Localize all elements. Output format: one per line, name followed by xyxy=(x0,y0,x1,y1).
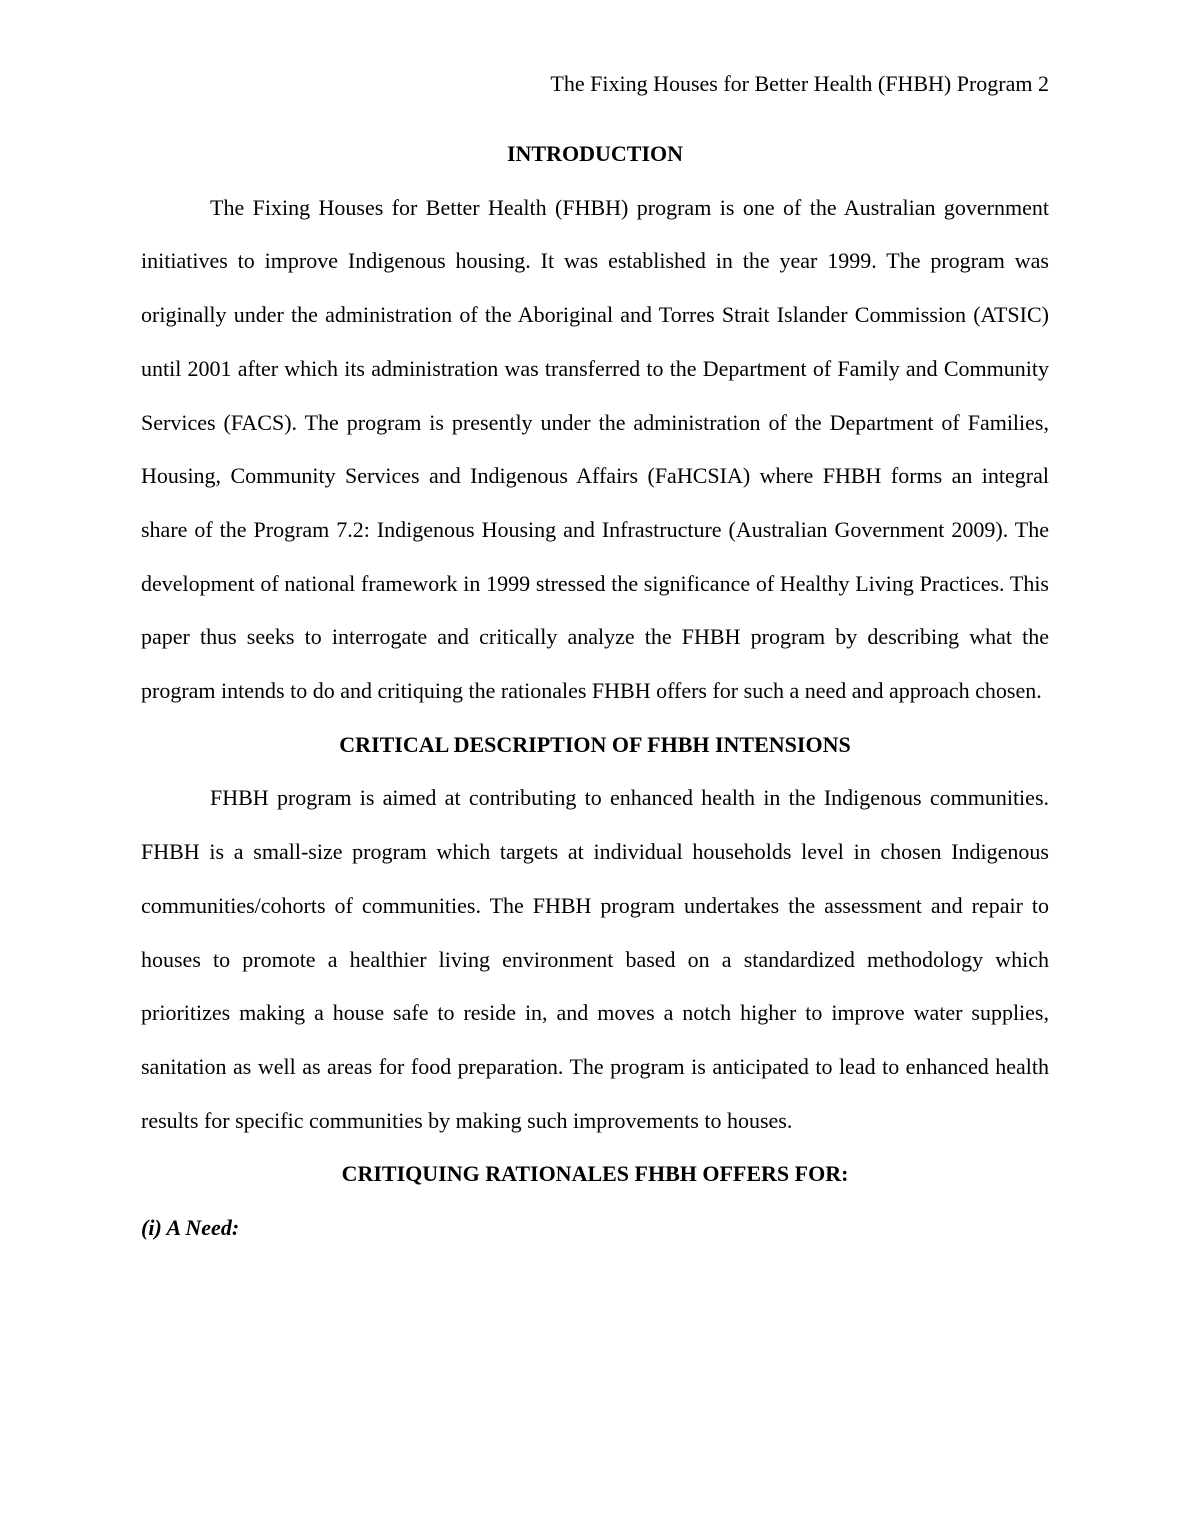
document-body xyxy=(141,127,1049,1255)
introduction-paragraph: The Fixing Houses for Better Health (FHBH) program is one of the Australian government initiatives to improve Indigenous housing. It was established in the year 1999. The program was originally under the administration of the Aboriginal and Torres Strait Islander Commission (ATSIC) until 2001 after which its administration was transferred to the Department of Family and Community Services (FACS). The program is presently under the administration of the Department of Families, Housing, Community Services and Indigenous Affairs (FaHCSIA) where FHBH forms an integral share of the Program 7.2: Indigenous Housing and Infrastructure (Australian Government 2009). The development of national framework in 1999 stressed the significance of Healthy Living Practices. This paper thus seeks to interrogate and critically analyze the FHBH program by describing what the program intends to do and critiquing the rationales FHBH offers for such a need and approach chosen. xyxy=(141,194,1049,704)
need-subheading: (i) A Need: xyxy=(141,1215,240,1241)
critical-description-heading: CRITICAL DESCRIPTION OF FHBH INTENSIONS xyxy=(339,731,851,757)
critical-description-paragraph: FHBH program is aimed at contributing to enhanced health in the Indigenous communities. FHBH is a small-size program which targets at individual households level in chosen Indigenous communities/cohorts of communities. The FHBH program undertakes the assessment and repair to houses to promote a healthier living environment based on a standardized methodology which prioritizes making a house safe to reside in, and moves a notch higher to improve water supplies, sanitation as well as areas for food preparation. The program is anticipated to lead to enhanced health results for specific communities by making such improvements to houses. xyxy=(141,785,1049,1133)
critiquing-rationales-heading: CRITIQUING RATIONALES FHBH OFFERS FOR: xyxy=(341,1161,849,1187)
running-head: The Fixing Houses for Better Health (FHBH) Program 2 xyxy=(550,71,1049,96)
introduction-heading: INTRODUCTION xyxy=(506,141,684,166)
